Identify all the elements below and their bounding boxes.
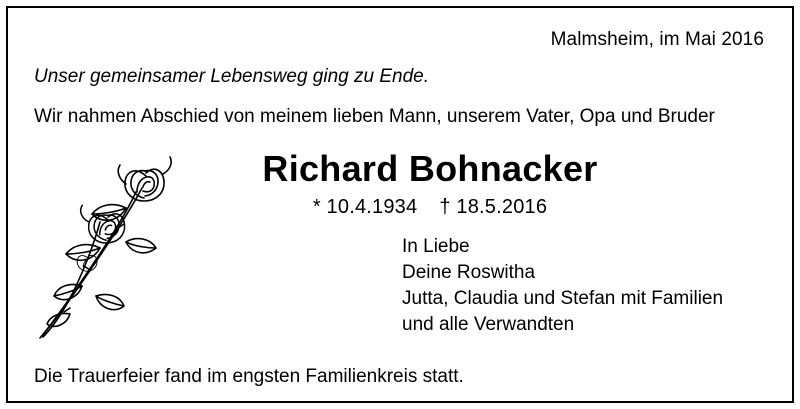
intro-line: Unser gemeinsamer Lebensweg ging zu Ende. (34, 66, 430, 87)
mourner-line: Deine Roswitha (402, 262, 536, 283)
death-date: † 18.5.2016 (439, 196, 548, 218)
farewell-text: Wir nahmen Abschied von meinem lieben Mann, unserem Vater, Opa und Bruder (34, 106, 715, 127)
mourner-line: Jutta, Claudia und Stefan mit Familien (402, 288, 724, 309)
life-dates (92, 194, 768, 220)
birth-date: * 10.4.1934 (312, 196, 418, 218)
notice-frame (6, 6, 794, 403)
closing-text: Die Trauerfeier fand im engsten Familienkreis statt. (34, 366, 464, 387)
mourner-line: und alle Verwandten (402, 314, 575, 335)
deceased-name: Richard Bohnacker (262, 148, 598, 189)
place-and-date: Malmsheim, im Mai 2016 (550, 29, 764, 50)
rose-branch-icon (30, 136, 180, 346)
mourner-line: In Liebe (402, 236, 470, 257)
